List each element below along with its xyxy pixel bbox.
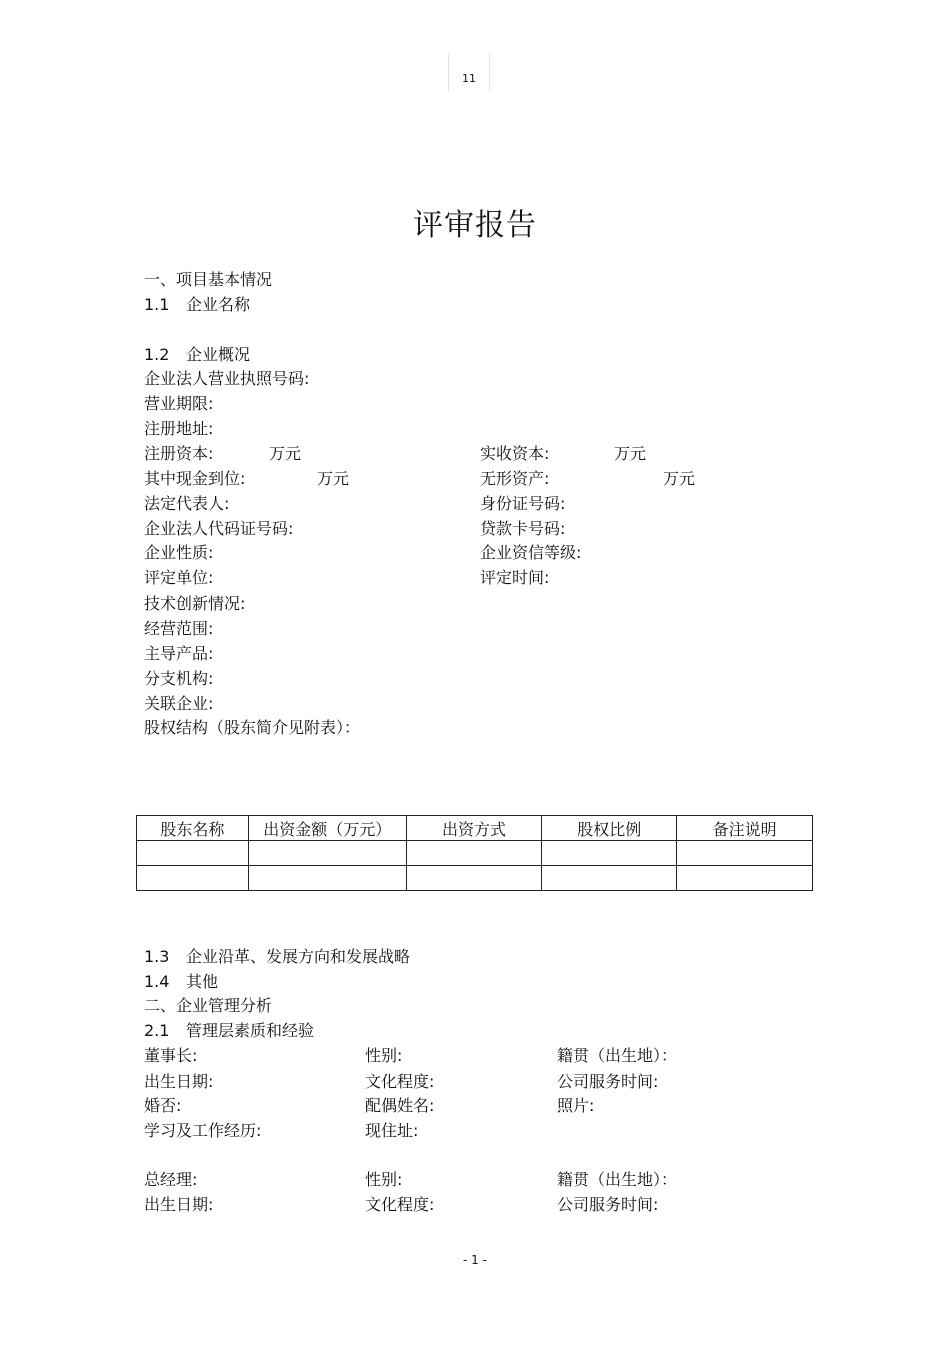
table-header-row bbox=[137, 816, 813, 841]
field-innovation: 技术创新情况: bbox=[144, 594, 246, 613]
field-rating-time: 评定时间: bbox=[480, 568, 550, 587]
field-scope: 经营范围: bbox=[144, 619, 214, 638]
gm-education: 文化程度: bbox=[365, 1195, 435, 1214]
table-header-cell: 出资方式 bbox=[406, 816, 542, 841]
chairman-service: 公司服务时间: bbox=[557, 1072, 659, 1091]
subsection-1-1 bbox=[144, 295, 250, 315]
table-header-cell: 备注说明 bbox=[677, 816, 813, 841]
section2-heading: 二、企业管理分析 bbox=[144, 996, 273, 1015]
header-page-code: 11 bbox=[448, 54, 490, 92]
table-header-cell: 股东名称 bbox=[137, 816, 249, 841]
page-number-footer: - 1 - bbox=[463, 1253, 487, 1267]
subsection-label: 企业概况 bbox=[186, 345, 251, 364]
field-intangible: 无形资产: bbox=[480, 469, 550, 488]
page-title: 评审报告 bbox=[413, 208, 537, 243]
gm-gender: 性别: bbox=[365, 1170, 403, 1189]
chairman-gender: 性别: bbox=[365, 1046, 403, 1065]
table-cell bbox=[248, 841, 406, 866]
gm-title: 总经理: bbox=[144, 1170, 198, 1189]
subsection-number: 1.3 bbox=[144, 947, 170, 966]
subsection-number: 1.1 bbox=[144, 295, 170, 314]
field-paid-capital: 实收资本: bbox=[480, 444, 550, 463]
field-rating-unit: 评定单位: bbox=[144, 568, 214, 587]
field-intangible-unit: 万元 bbox=[663, 469, 696, 488]
chairman-origin: 籍贯（出生地）： bbox=[557, 1046, 678, 1065]
field-products: 主导产品: bbox=[144, 644, 214, 663]
subsection-number: 1.2 bbox=[144, 345, 170, 364]
field-license: 企业法人营业执照号码: bbox=[144, 369, 310, 388]
gm-service: 公司服务时间: bbox=[557, 1195, 659, 1214]
field-nature: 企业性质: bbox=[144, 543, 214, 562]
chairman-education: 文化程度: bbox=[365, 1072, 435, 1091]
field-related: 关联企业: bbox=[144, 694, 214, 713]
subsection-number: 2.1 bbox=[144, 1021, 170, 1040]
subsection-label: 企业沿革、发展方向和发展战略 bbox=[186, 947, 411, 966]
field-legal-rep: 法定代表人: bbox=[144, 494, 230, 513]
subsection-1-2 bbox=[144, 345, 250, 365]
field-org-code: 企业法人代码证号码: bbox=[144, 519, 294, 538]
chairman-title: 董事长: bbox=[144, 1046, 198, 1065]
subsection-number: 1.4 bbox=[144, 972, 170, 991]
equity-table bbox=[136, 815, 813, 891]
table-header-cell: 股权比例 bbox=[542, 816, 677, 841]
field-reg-capital: 注册资本: bbox=[144, 444, 214, 463]
table-cell bbox=[137, 866, 249, 891]
field-paid-capital-unit: 万元 bbox=[614, 444, 647, 463]
table-cell bbox=[137, 841, 249, 866]
table-cell bbox=[677, 841, 813, 866]
gm-origin: 籍贯（出生地）： bbox=[557, 1170, 678, 1189]
subsection-1-3 bbox=[144, 947, 410, 967]
chairman-photo: 照片: bbox=[557, 1096, 595, 1115]
section1-heading: 一、项目基本情况 bbox=[144, 270, 273, 289]
gm-birth: 出生日期: bbox=[144, 1195, 214, 1214]
subsection-2-1 bbox=[144, 1021, 314, 1041]
field-credit-level: 企业资信等级: bbox=[480, 543, 582, 562]
chairman-experience: 学习及工作经历: bbox=[144, 1121, 262, 1140]
field-cash: 其中现金到位: bbox=[144, 469, 246, 488]
chairman-birth: 出生日期: bbox=[144, 1072, 214, 1091]
field-address: 注册地址: bbox=[144, 419, 214, 438]
table-cell bbox=[406, 866, 542, 891]
chairman-married: 婚否: bbox=[144, 1096, 182, 1115]
table-cell bbox=[542, 841, 677, 866]
table-cell bbox=[677, 866, 813, 891]
table-row bbox=[137, 866, 813, 891]
field-equity: 股权结构（股东简介见附表）： bbox=[144, 718, 361, 737]
subsection-1-4 bbox=[144, 972, 218, 992]
subsection-label: 其他 bbox=[186, 972, 219, 991]
field-cash-unit: 万元 bbox=[317, 469, 350, 488]
field-loan-card: 贷款卡号码: bbox=[480, 519, 566, 538]
field-id-no: 身份证号码: bbox=[480, 494, 566, 513]
table-header-cell: 出资金额（万元） bbox=[248, 816, 406, 841]
chairman-residence: 现住址: bbox=[365, 1121, 419, 1140]
table-row bbox=[137, 841, 813, 866]
subsection-label: 企业名称 bbox=[186, 295, 251, 314]
field-period: 营业期限: bbox=[144, 394, 214, 413]
table-cell bbox=[406, 841, 542, 866]
table-cell bbox=[542, 866, 677, 891]
field-reg-capital-unit: 万元 bbox=[269, 444, 302, 463]
subsection-label: 管理层素质和经验 bbox=[186, 1021, 315, 1040]
field-branches: 分支机构: bbox=[144, 669, 214, 688]
table-cell bbox=[248, 866, 406, 891]
chairman-spouse: 配偶姓名: bbox=[365, 1096, 435, 1115]
